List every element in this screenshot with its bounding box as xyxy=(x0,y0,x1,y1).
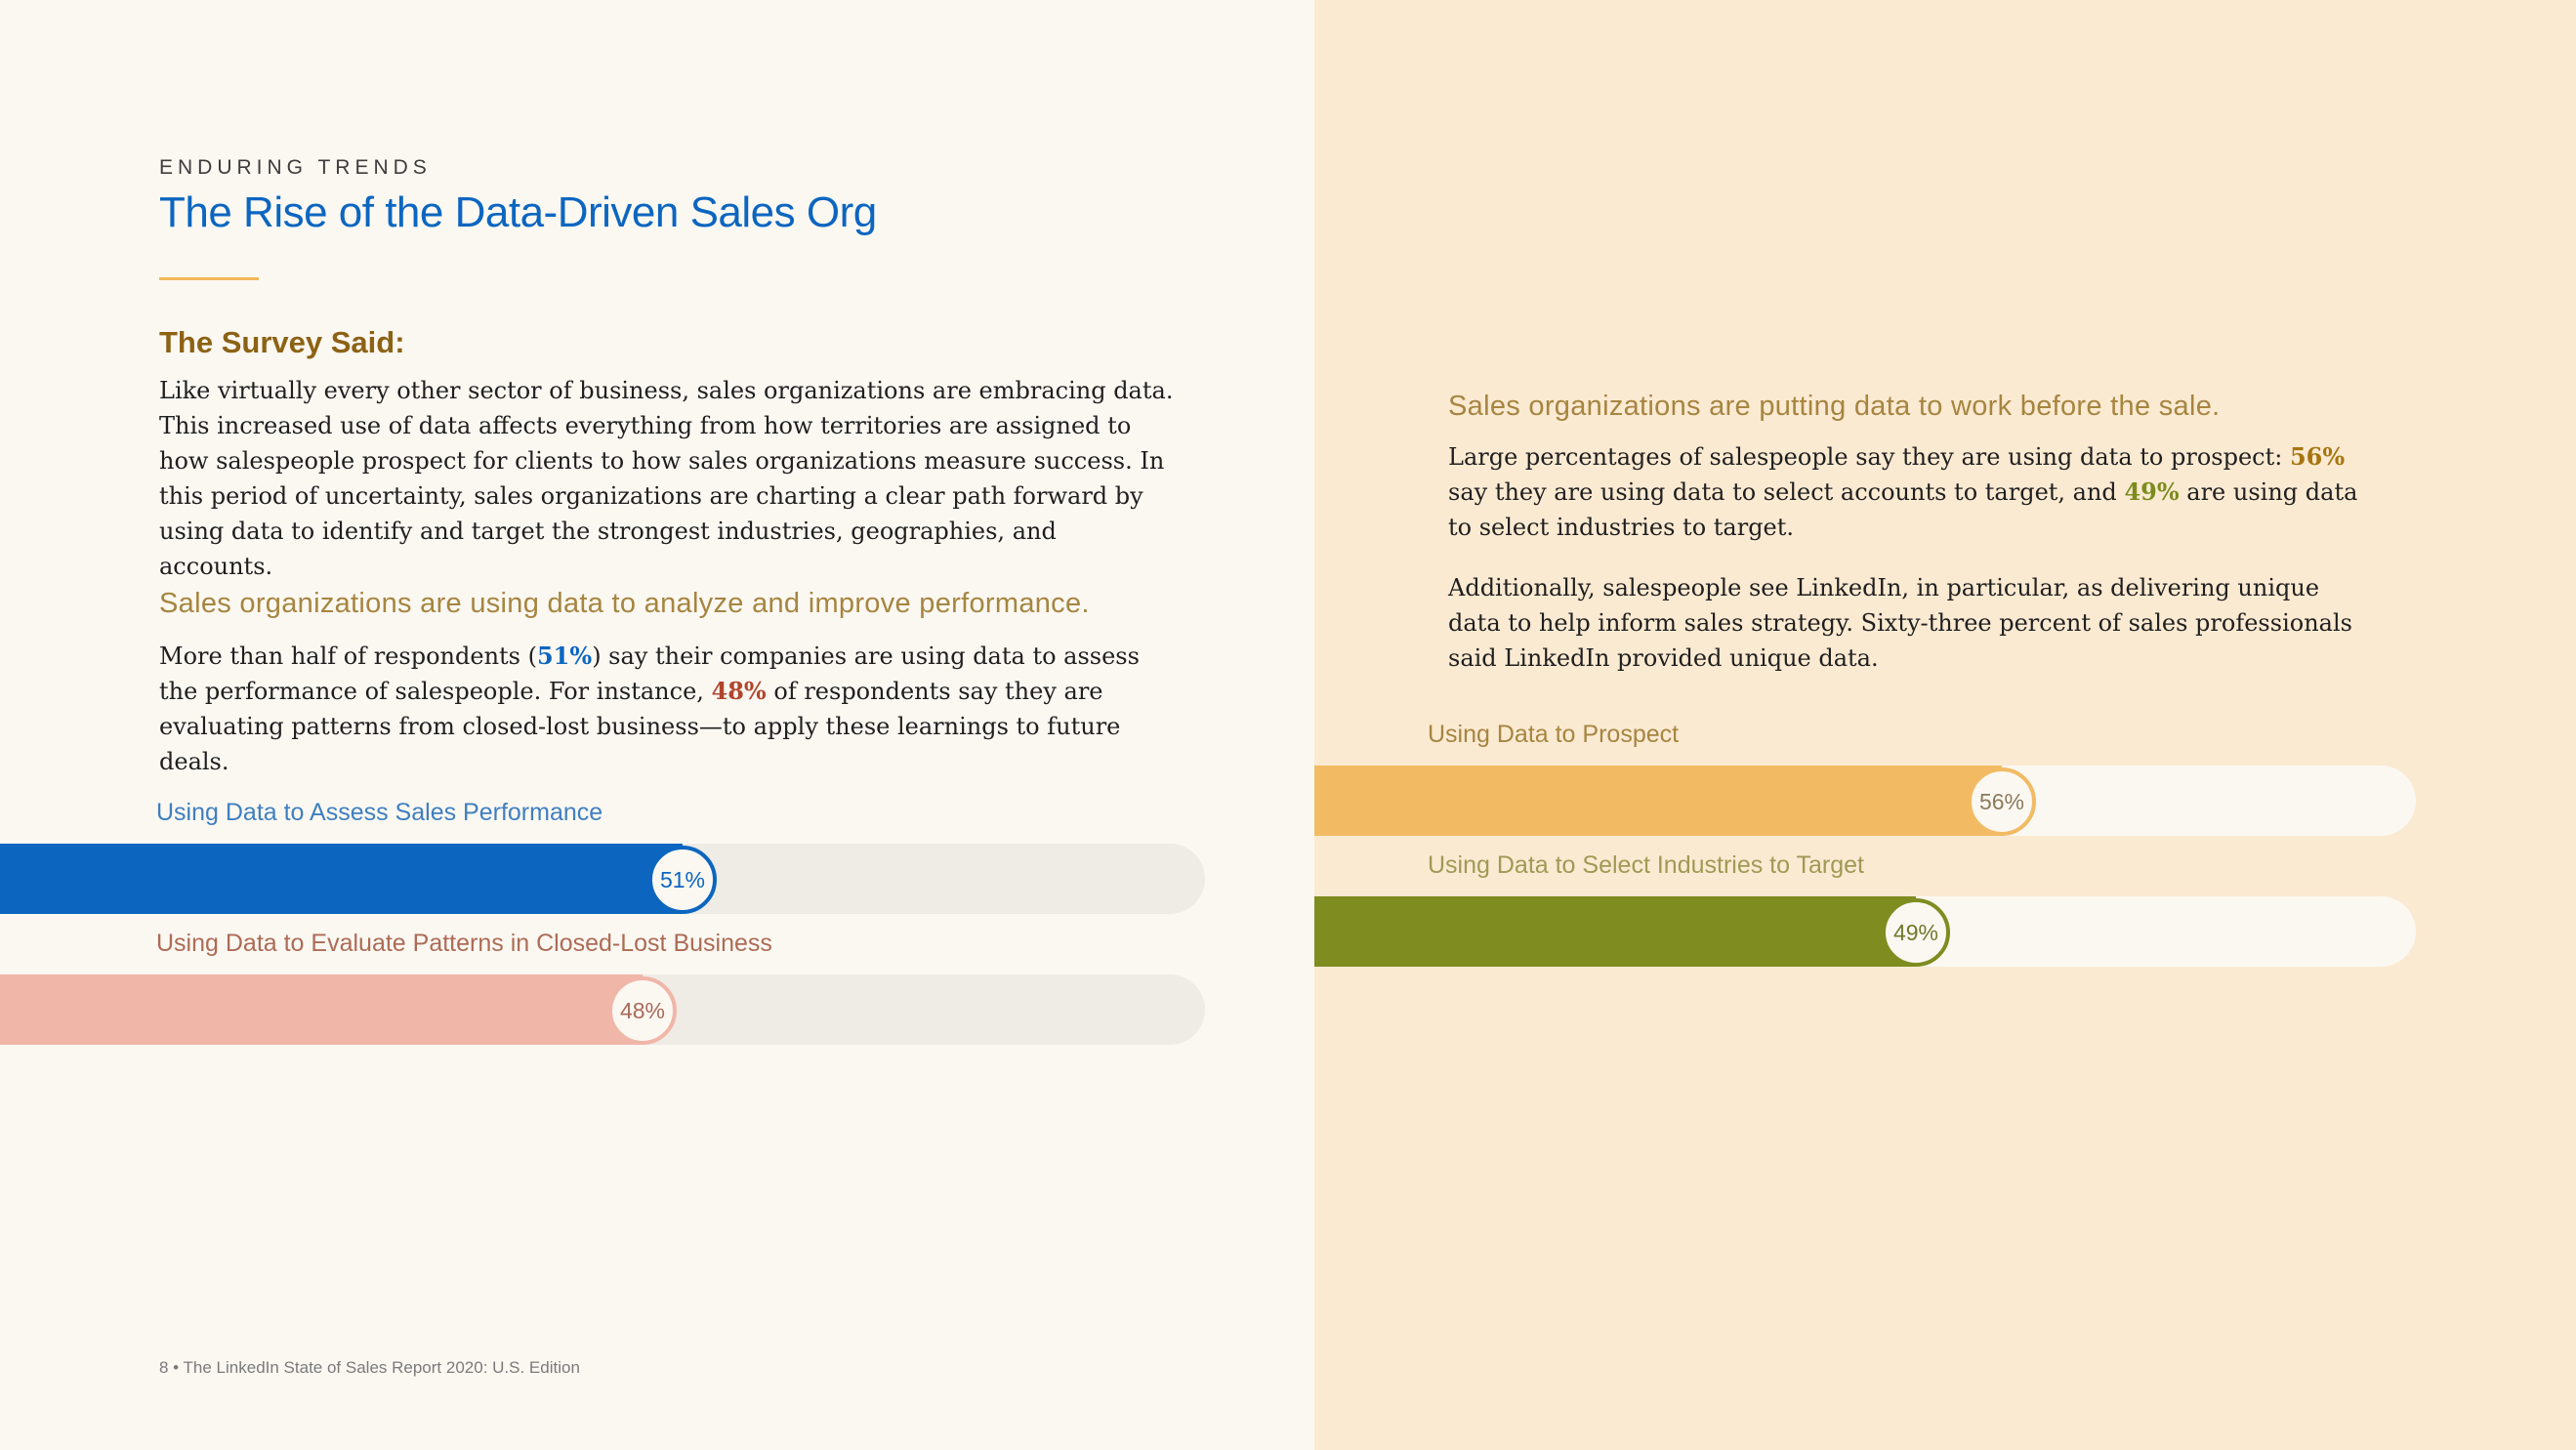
prospect-value-49: 49% xyxy=(2124,477,2180,506)
survey-heading: The Survey Said: xyxy=(159,325,405,359)
performance-text-3: of respondents say they are evaluating patterns from closed-lost business—to apply these learnings to future deals. xyxy=(159,678,1121,775)
prospect-text-1: Large percentages of salespeople say they are using data to prospect: xyxy=(1448,443,2290,471)
bar-fill-industries xyxy=(1314,896,1916,967)
bar-knob-closed-lost: 48% xyxy=(608,976,677,1045)
intro-paragraph: Like virtually every other sector of business, sales organizations are embracing data. This increased use of data affects everything from how territories are assigned to how salespeople prospect for clients to how sales organizations measure success. In this period of uncertainty, sales organizations are charting a clear path forward by using data to identify and target the strongest industries, geographies, and accounts. xyxy=(159,377,1174,580)
bar-track-industries xyxy=(1314,896,2416,967)
section-eyebrow: ENDURING TRENDS xyxy=(159,156,432,179)
bar-fill-closed-lost xyxy=(0,974,643,1045)
linkedin-paragraph: Additionally, salespeople see LinkedIn, in particular, as delivering unique data to help inform sales strategy. Sixty-three percent of sales professionals said LinkedIn provided unique data. xyxy=(1448,574,2352,672)
bar-fill-assess xyxy=(0,844,683,914)
bar-label-prospect: Using Data to Prospect xyxy=(1428,721,1680,748)
bar-track-prospect xyxy=(1314,766,2416,836)
bar-knob-prospect: 56% xyxy=(1968,767,2036,836)
before-sale-subhead: Sales organizations are putting data to work before the sale. xyxy=(1448,391,2221,422)
prospect-value-56: 56% xyxy=(2289,442,2346,471)
bar-knob-industries: 49% xyxy=(1882,898,1950,967)
bar-knob-assess: 51% xyxy=(648,846,717,914)
page-title: The Rise of the Data-Driven Sales Org xyxy=(159,188,877,236)
prospect-text-3: are using data to select industries to target. xyxy=(1448,478,2358,541)
performance-value-48: 48% xyxy=(711,677,767,705)
page-footer: 8 • The LinkedIn State of Sales Report 2020: U.S. Edition xyxy=(159,1358,580,1377)
bar-label-closed-lost: Using Data to Evaluate Patterns in Closed-Lost Business xyxy=(156,930,772,957)
performance-text-2: ) say their companies are using data to assess the performance of salespeople. For instance, xyxy=(159,642,1140,705)
accent-rule xyxy=(159,277,259,280)
bar-label-assess: Using Data to Assess Sales Performance xyxy=(156,799,603,826)
performance-text-1: More than half of respondents ( xyxy=(159,642,537,670)
prospect-paragraph xyxy=(1448,439,2366,545)
bar-track-assess xyxy=(0,844,1205,914)
bar-label-industries: Using Data to Select Industries to Target xyxy=(1428,851,1864,879)
prospect-text-2: say they are using data to select accounts to target, and xyxy=(1448,478,2125,506)
performance-paragraph xyxy=(159,639,1175,779)
bar-track-closed-lost xyxy=(0,974,1205,1045)
performance-subhead: Sales organizations are using data to analyze and improve performance. xyxy=(159,588,1090,619)
bar-fill-prospect xyxy=(1314,766,2002,836)
performance-value-51: 51% xyxy=(536,642,593,670)
